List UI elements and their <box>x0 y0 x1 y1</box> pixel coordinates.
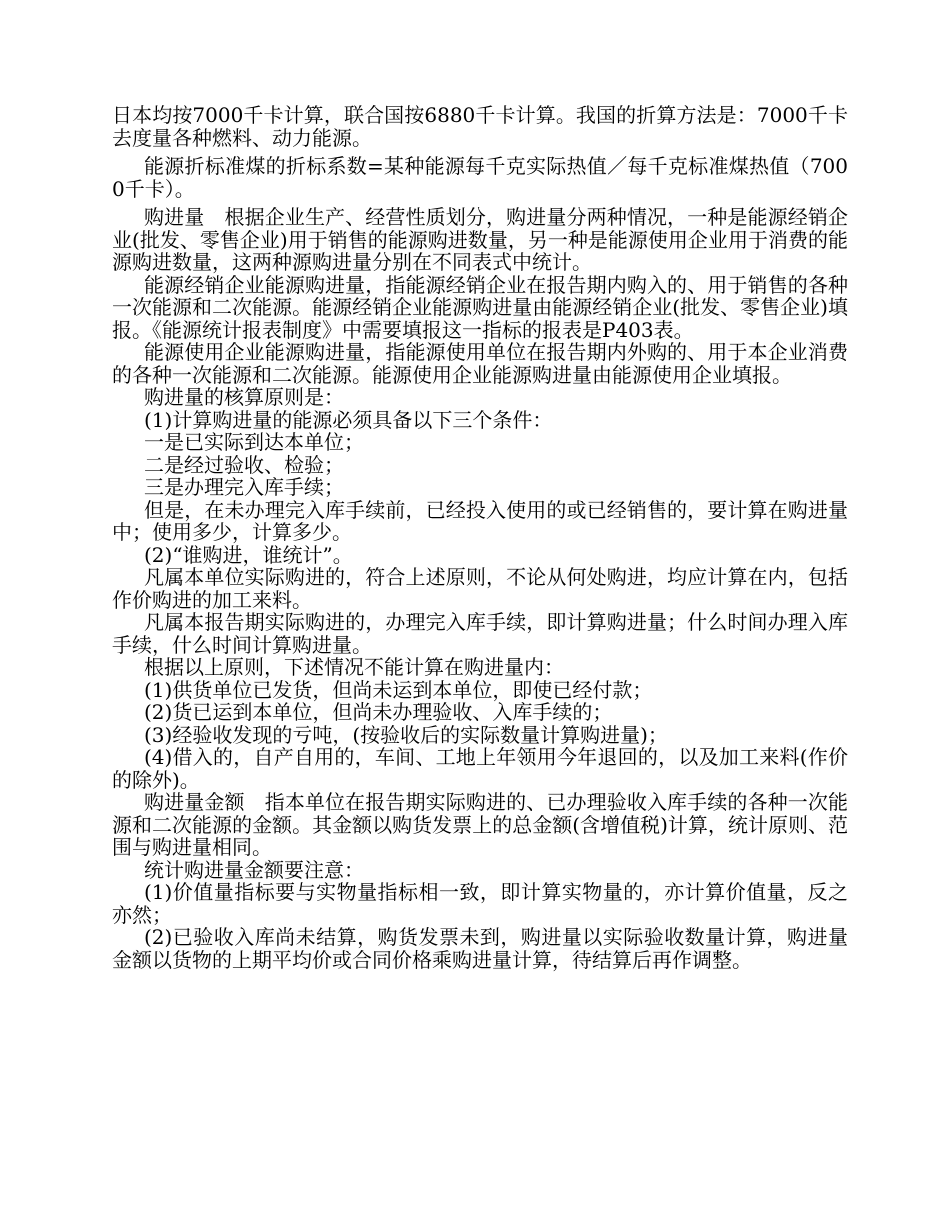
paragraph-purchase-quantity: 购进量 根据企业生产、经营性质划分，购进量分两种情况，一种是能源经销企业(批发、零售企业)用于销售的能源购进数量，另一种是能源使用企业用于消费的能源购进数量，这两种源购进量分别在不同表式中统计。 <box>112 205 848 274</box>
paragraph-exclusion-2: (2)货已运到本单位，但尚未办理验收、入库手续的； <box>144 700 613 724</box>
paragraph-distributor-purchase: 能源经销企业能源购进量，指能源经销企业在报告期内购入的、用于销售的各种一次能源和二次能源。能源经销企业能源购进量由能源经销企业(批发、零售企业)填报。《能源统计报表制度》中需要填报这一指标的报表是P403表。 <box>112 272 848 342</box>
paragraph-condition-2: 二是经过验收、检验； <box>144 452 344 477</box>
paragraph-amount-note-1: (1)价值量指标要与实物量指标相一致，即计算实物量的，亦计算价值量，反之亦然； <box>112 880 848 927</box>
paragraph-conversion-method: 日本均按7000千卡计算，联合国按6880千卡计算。我国的折算方法是：7000千卡去度量各种燃料、动力能源。 <box>112 103 848 150</box>
paragraph-exclusion-4: (4)借入的，自产自用的，车间、工地上年领用今年退回的，以及加工来料(作价的除外)。 <box>112 745 848 792</box>
paragraph-purchase-amount: 购进量金额 指本单位在报告期实际购进的、已办理验收入库手续的各种一次能源和二次能源的金额。其金额以购货发票上的总金额(含增值税)计算，统计原则、范围与购进量相同。 <box>112 790 848 859</box>
paragraph-amount-note-2: (2)已验收入库尚未结算，购货发票未到，购进量以实际验收数量计算，购进量金额以货物的上期平均价或合同价格乘购进量计算，待结算后再作调整。 <box>112 925 848 972</box>
paragraph-condition-3: 三是办理完入库手续； <box>144 475 344 499</box>
paragraph-conversion-coefficient: 能源折标准煤的折标系数=某种能源每千克实际热值／每千克标准煤热值（7000千卡）。 <box>112 154 848 201</box>
document-body <box>112 104 848 971</box>
paragraph-exclusion-1: (1)供货单位已发货，但尚未运到本单位，即使已经付款； <box>144 677 653 702</box>
paragraph-scope: 凡属本单位实际购进的，符合上述原则，不论从何处购进，均应计算在内，包括作价购进的加工来料。 <box>112 565 848 612</box>
paragraph-exception: 但是，在未办理完入库手续前，已经投入使用的或已经销售的，要计算在购进量中；使用多少，计算多少。 <box>112 497 848 544</box>
paragraph-timing: 凡属本报告期实际购进的，办理完入库手续，即计算购进量；什么时间办理入库手续，什么时间计算购进量。 <box>112 610 848 657</box>
paragraph-amount-notes-intro: 统计购进量金额要注意： <box>144 857 364 882</box>
paragraph-accounting-principles: 购进量的核算原则是： <box>144 385 344 409</box>
paragraph-user-purchase: 能源使用企业能源购进量，指能源使用单位在报告期内外购的、用于本企业消费的各种一次能源和二次能源。能源使用企业能源购进量由能源使用企业填报。 <box>112 340 848 387</box>
paragraph-exclusion-3: (3)经验收发现的亏吨，(按验收后的实际数量计算购进量)； <box>144 722 668 747</box>
paragraph-rule-2: (2)“谁购进，谁统计”。 <box>144 542 353 567</box>
paragraph-rule-1: (1)计算购进量的能源必须具备以下三个条件： <box>144 407 553 432</box>
paragraph-condition-1: 一是已实际到达本单位； <box>144 430 364 454</box>
paragraph-exclusions-intro: 根据以上原则，下述情况不能计算在购进量内： <box>144 655 564 679</box>
